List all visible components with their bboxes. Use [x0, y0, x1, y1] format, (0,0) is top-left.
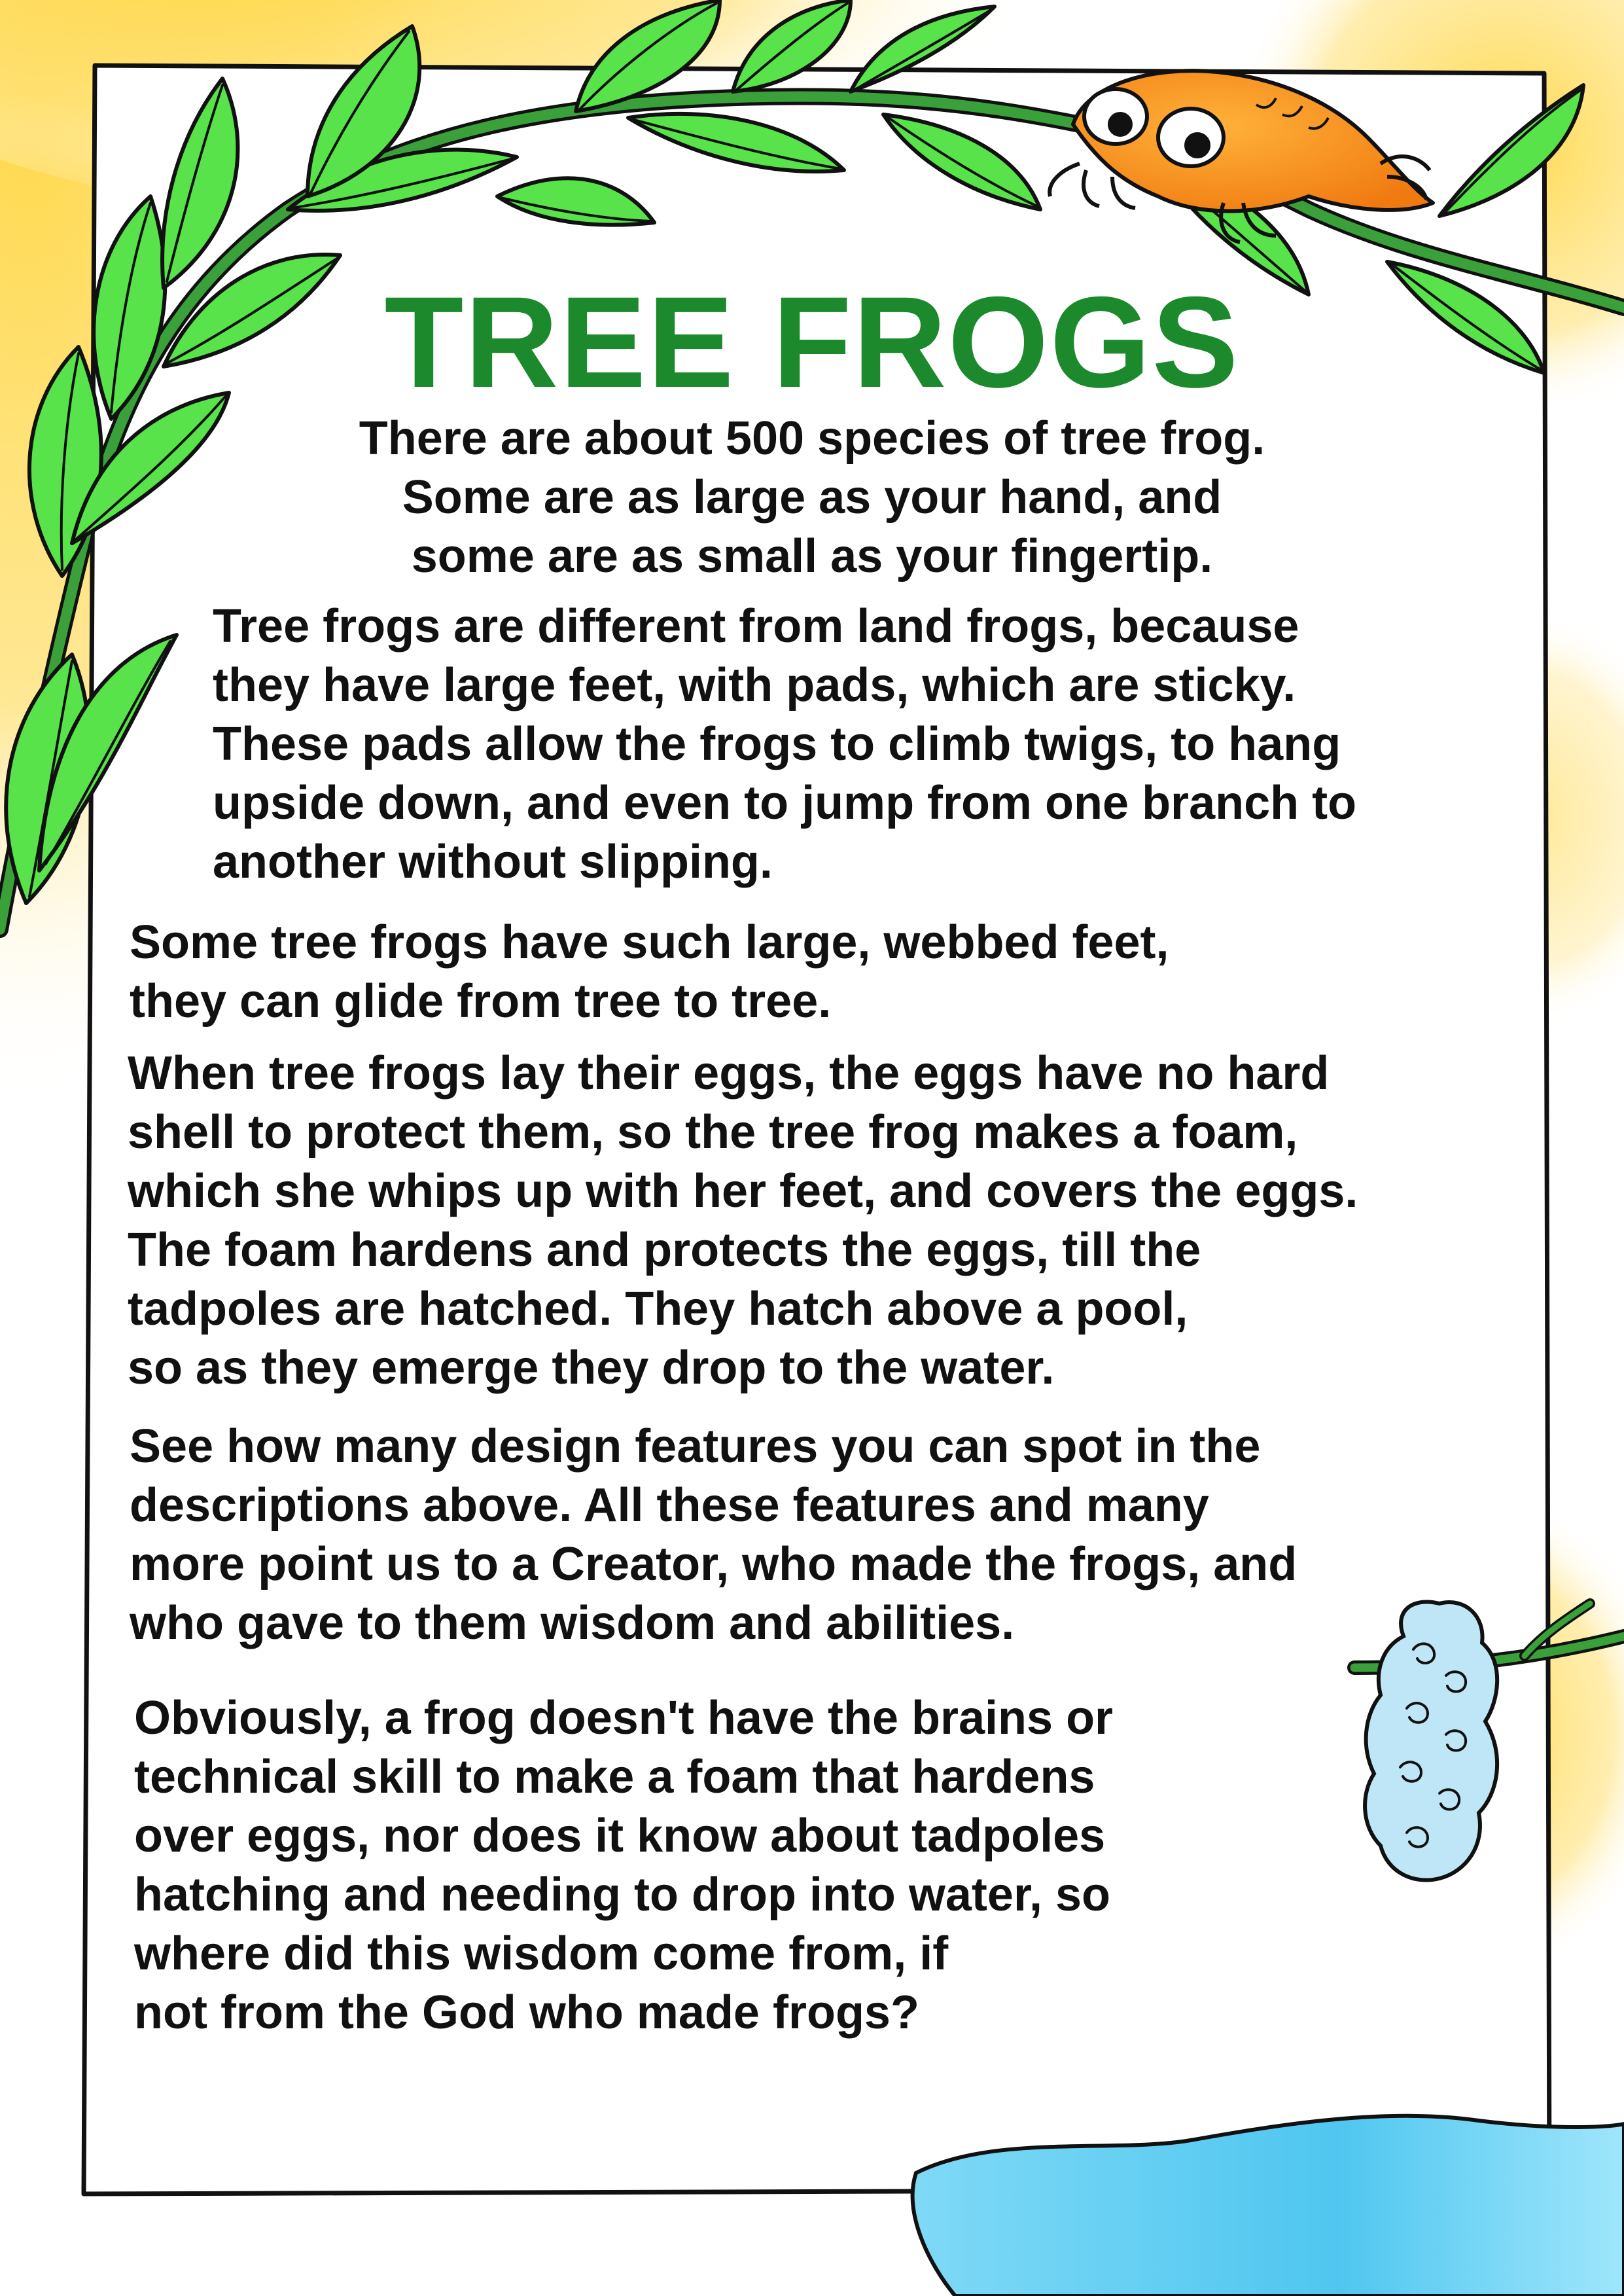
design-line: who gave to them wisdom and abilities. [130, 1597, 1015, 1649]
feet-paragraph [213, 597, 1356, 891]
eggs-line: shell to protect them, so the tree frog makes a foam, [128, 1106, 1298, 1158]
question-paragraph [134, 1689, 1113, 2042]
intro-line: There are about 500 species of tree frog. [359, 412, 1265, 465]
design-line: more point us to a Creator, who made the frogs, and [130, 1538, 1297, 1590]
feet-line: another without slipping. [213, 836, 773, 888]
page-title: TREE FROGS [384, 270, 1240, 414]
intro-line: some are as small as your fingertip. [411, 530, 1213, 583]
question-line: hatching and needing to drop into water, so [134, 1869, 1111, 1921]
eggs-line: which she whips up with her feet, and covers the eggs. [128, 1165, 1358, 1217]
question-line: not from the God who made frogs? [134, 1986, 919, 2039]
eggs-line: When tree frogs lay their eggs, the eggs have no hard [128, 1047, 1330, 1100]
eggs-paragraph [128, 1044, 1358, 1397]
question-line: Obviously, a frog doesn't have the brains or [134, 1692, 1114, 1744]
question-line: over eggs, nor does it know about tadpoles [134, 1810, 1106, 1862]
eggs-line: so as they emerge they drop to the water. [128, 1342, 1055, 1394]
eggs-line: The foam hardens and protects the eggs, till the [128, 1224, 1201, 1276]
glide-line: they can glide from tree to tree. [130, 975, 832, 1028]
feet-line: upside down, and even to jump from one branch to [213, 777, 1357, 829]
intro-paragraph [0, 409, 1624, 586]
question-line: technical skill to make a foam that hardens [134, 1751, 1095, 1803]
glide-line: Some tree frogs have such large, webbed feet, [130, 916, 1169, 969]
eggs-line: tadpoles are hatched. They hatch above a pool, [128, 1283, 1188, 1335]
feet-line: they have large feet, with pads, which are sticky. [213, 659, 1296, 711]
design-paragraph [130, 1417, 1297, 1653]
design-line: See how many design features you can spot in the [130, 1420, 1261, 1473]
feet-line: Tree frogs are different from land frogs, because [213, 600, 1299, 653]
design-line: descriptions above. All these features and many [130, 1479, 1209, 1532]
question-line: where did this wisdom come from, if [134, 1928, 949, 1980]
glide-paragraph [130, 913, 1169, 1031]
intro-line: Some are as large as your hand, and [402, 471, 1222, 524]
feet-line: These pads allow the frogs to climb twigs, to hang [213, 718, 1341, 770]
